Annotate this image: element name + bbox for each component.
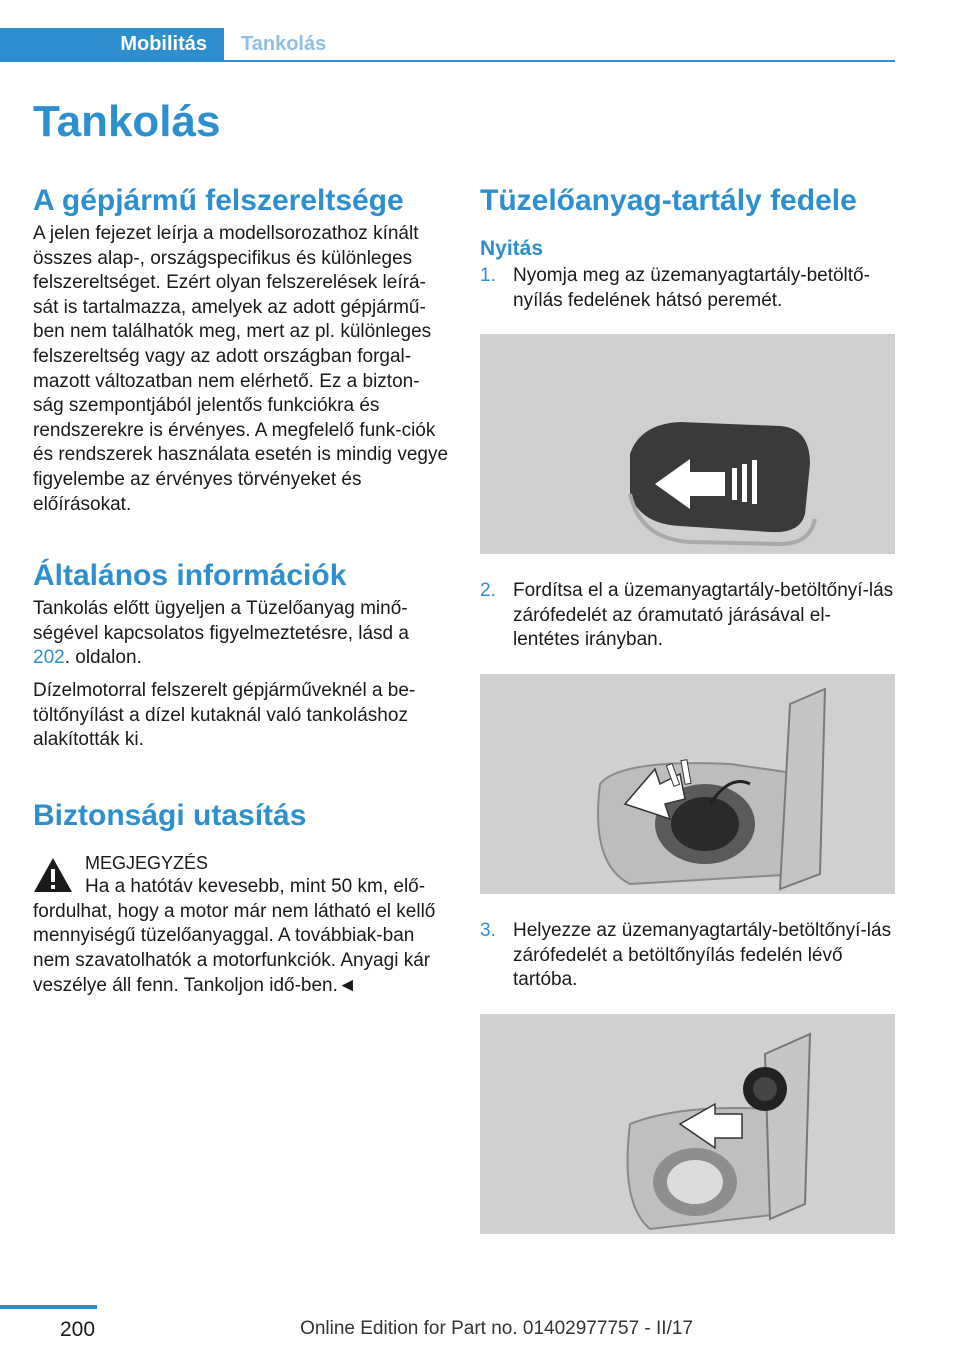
step-2 (480, 579, 896, 653)
page-link[interactable]: 202 (33, 647, 65, 669)
step-text: Nyomja meg az üzemanyagtartály-betöltő-nyílás fedelének hátsó peremét. (513, 265, 870, 311)
illustration-press-flap (480, 334, 895, 554)
warning-text (33, 875, 449, 998)
step-number: 3. (480, 919, 496, 941)
warning-body: Ha a hatótáv kevesebb, mint 50 km, elő-fordulhat, hogy a motor már nem látható el kellő mennyiségű tüzelőanyaggal. A továbbiak-ban nem szavatolhatók a motorfunkciók. Anyagi kár veszélye áll fenn. Tankoljon idő-ben.◄ (33, 876, 436, 996)
footer-accent-line (0, 1305, 97, 1309)
left-column (33, 180, 449, 998)
tab-mobilitas[interactable]: Mobilitás (0, 28, 224, 60)
subheading: Nyitás (480, 237, 544, 260)
page-title: Tankolás (33, 97, 221, 146)
page-number: 200 (60, 1318, 96, 1341)
text-prefix: Tankolás előtt ügyeljen a Tüzelőanyag minő-ségével kapcsolatos figyelmeztetésre, lásd a (33, 598, 409, 644)
section-heading: A gépjármű felszereltsége (33, 184, 404, 217)
section-heading: Általános információk (33, 559, 347, 593)
section-text: Dízelmotorral felszerelt gépjárműveknél a be-töltőnyílást a dízel kutaknál való tankoláshoz alakították ki. (33, 679, 416, 751)
section-text (33, 597, 449, 671)
steps-list (480, 919, 896, 993)
illustration-unscrew-cap (480, 674, 895, 894)
edition-text: Online Edition for Part no. 01402977757 - II/17 (300, 1318, 693, 1339)
step-number: 1. (480, 265, 496, 286)
steps-list (480, 579, 896, 653)
header-tabs (0, 28, 895, 62)
warning-block (33, 851, 449, 999)
step-text: Fordítsa el a üzemanyagtartály-betöltőnyí-lás zárófedelét az óramutató járásával el-lentétes irányban. (513, 580, 894, 651)
step-text: Helyezze az üzemanyagtartály-betöltőnyí-lás zárófedelét a betöltőnyílás fedelén lévő tartóba. (513, 919, 892, 991)
illustration-store-cap (480, 1014, 895, 1234)
section-safety (33, 795, 449, 999)
header-divider (0, 60, 895, 62)
section-heading: Tüzelőanyag-tartály fedele (480, 184, 857, 217)
step-number: 2. (480, 580, 496, 602)
section-general-info (33, 555, 449, 753)
section-heading: Biztonsági utasítás (33, 798, 307, 832)
right-column (480, 180, 896, 1259)
warning-triangle-icon (33, 857, 73, 893)
section-equipment (33, 180, 449, 517)
step-3 (480, 919, 896, 993)
warning-title: MEGJEGYZÉS (85, 852, 209, 873)
step-1 (480, 264, 896, 313)
text-suffix: . oldalon. (64, 647, 142, 669)
steps-list (480, 264, 896, 313)
section-text: A jelen fejezet leírja a modellsorozathoz kínált összes alap-, országspecifikus és különleges felszereltséget. Ezért olyan felszerelések leírá-sát is tartalmazza, amelyek az adott gépjármű-ben nem találhatók meg, mert az pl. különleges felszereltség vagy az adott országban forgal-mazott változatban nem elérhető. Ez a bizton-ság szempontjából jelentős funkciókra és rendszerekre is érvényes. A megfelelő funk-ciók és rendszerek használata esetén is mindig vegye figyelembe az érvényes törvényeket és előírásokat. (33, 223, 449, 515)
tab-tankolas[interactable]: Tankolás (241, 33, 327, 55)
